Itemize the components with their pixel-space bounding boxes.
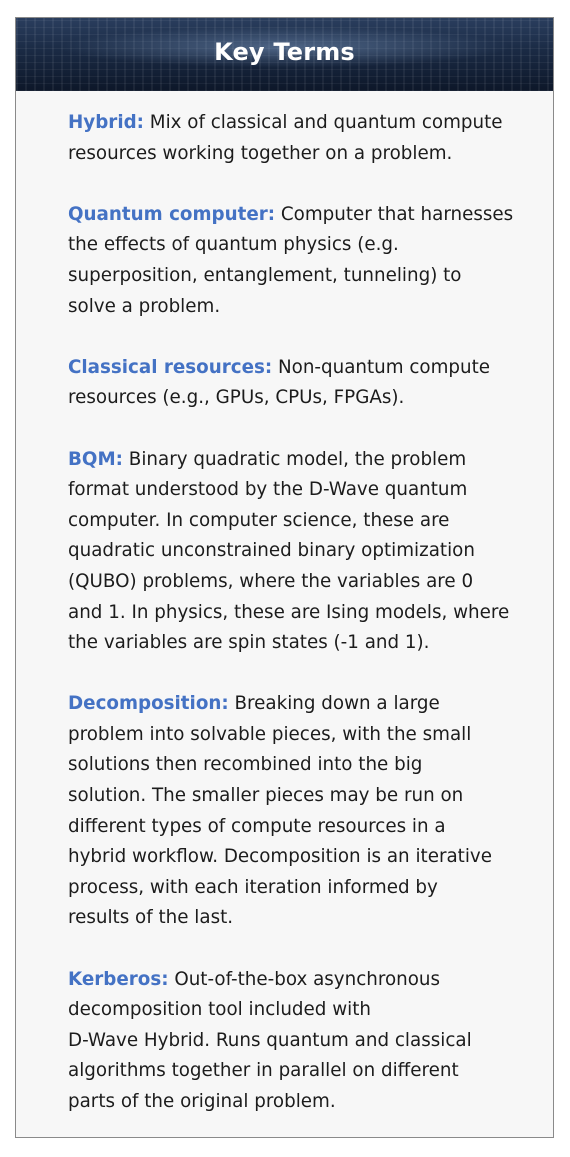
page-title: Key Terms (214, 38, 355, 66)
term-label: Classical resources: (68, 356, 273, 378)
term-text: D-Wave Hybrid. Runs quantum and classical (68, 1029, 472, 1051)
term-label: Decomposition: (68, 693, 229, 715)
term-text: process, with each iteration informed by (68, 876, 438, 898)
term-text: different types of compute resources in a (68, 815, 446, 837)
term-text: (QUBO) problems, where the variables are 0 (68, 570, 474, 592)
term-text: resources working together on a problem. (68, 142, 453, 164)
term-text: Breaking down a large (234, 693, 440, 715)
term-text: Mix of classical and quantum compute (149, 112, 503, 133)
term-text: results of the last. (68, 907, 234, 929)
term-text: algorithms together in parallel on different (68, 1060, 459, 1082)
term-text: quadratic unconstrained binary optimization (68, 540, 475, 562)
term-bqm (68, 445, 536, 659)
term-text: Computer that harnesses (280, 203, 514, 225)
term-text: Binary quadratic model, the problem (128, 448, 467, 470)
term-text: superposition, entanglement, tunneling) to (68, 264, 462, 286)
term-decomposition (68, 689, 536, 934)
term-text: format understood by the D-Wave quantum (68, 479, 468, 501)
term-classical-resources (68, 353, 536, 414)
key-terms-card (15, 17, 554, 1138)
term-hybrid (68, 108, 536, 169)
terms-list (68, 108, 536, 1118)
term-text: solutions then recombined into the big (68, 754, 423, 776)
term-label: Hybrid: (68, 112, 144, 133)
term-text: the variables are spin states (-1 and 1). (68, 632, 430, 654)
term-text: Non-quantum compute (277, 356, 491, 378)
term-kerberos (68, 965, 536, 1118)
term-quantum-computer (68, 200, 536, 322)
term-text: solve a problem. (68, 295, 221, 317)
term-label: Quantum computer: (68, 203, 276, 225)
term-text: Out-of-the-box asynchronous (174, 968, 441, 990)
term-text: parts of the original problem. (68, 1091, 336, 1112)
term-text: decomposition tool included with (68, 999, 371, 1021)
term-text: solution. The smaller pieces may be run on (68, 785, 464, 807)
term-text: hybrid workflow. Decomposition is an iterative (68, 846, 492, 868)
term-label: Kerberos: (68, 968, 169, 990)
term-text: problem into solvable pieces, with the small (68, 723, 472, 745)
key-terms-header (16, 18, 553, 91)
term-text: resources (e.g., GPUs, CPUs, FPGAs). (68, 387, 405, 409)
term-text: the effects of quantum physics (e.g. (68, 234, 399, 256)
term-text: computer. In computer science, these are (68, 509, 450, 531)
term-label: BQM: (68, 448, 123, 470)
term-text: and 1. In physics, these are Ising models, where (68, 601, 510, 623)
